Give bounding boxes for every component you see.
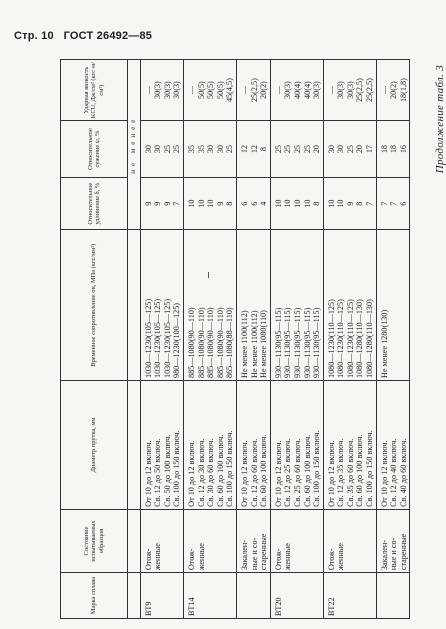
value-diam: Св. 30 до 60 включ. bbox=[206, 438, 216, 507]
cell-diam bbox=[376, 381, 410, 510]
cell-state bbox=[376, 509, 410, 572]
value-delta: 4 bbox=[259, 201, 269, 206]
cell-grade bbox=[140, 573, 183, 619]
cell-diam bbox=[183, 381, 236, 510]
col-elongation: Относительное удлинение δ, % bbox=[61, 177, 128, 229]
value-delta: 10 bbox=[326, 199, 336, 208]
value-diam: От 10 до 12 включ. bbox=[239, 440, 249, 507]
cell-sigma bbox=[236, 230, 270, 381]
value-diam: Св. 25 до 60 включ. bbox=[292, 438, 302, 507]
cell-delta bbox=[323, 177, 376, 229]
value-diam: От 10 до 12 включ. bbox=[273, 440, 283, 507]
value-delta: 8 bbox=[225, 201, 235, 206]
value-diam: Св. 12 до 50 включ. bbox=[153, 438, 163, 507]
value-diam: Св. 12 до 60 включ. bbox=[249, 438, 259, 507]
value-psi: 35 bbox=[186, 144, 196, 154]
value-diam: Св. 100 до 150 включ. bbox=[225, 430, 235, 507]
value-kcu: 25(2,5) bbox=[355, 78, 365, 103]
value-kcu: 18(1,8) bbox=[398, 78, 408, 103]
value-delta: 7 bbox=[365, 201, 375, 206]
value-sigma: Не менее 1100(112) bbox=[239, 310, 249, 379]
value-diam: От 10 до 12 включ. bbox=[186, 440, 196, 507]
value-kcu: 40(4) bbox=[302, 81, 312, 99]
value-psi: 35 bbox=[196, 144, 206, 154]
value-delta: 10 bbox=[196, 199, 206, 208]
value-diam: Св. 60 до 100 включ. bbox=[215, 434, 225, 507]
cell-kcu bbox=[376, 60, 410, 121]
value-kcu: 30(3) bbox=[162, 81, 172, 99]
value-diam: Св. 100 до 150 включ. bbox=[312, 430, 322, 507]
value-sigma: 1080—1230(110—125) bbox=[336, 299, 346, 379]
value-psi: 30 bbox=[206, 144, 216, 154]
cell-grade bbox=[376, 573, 410, 619]
value-delta: 10 bbox=[283, 199, 293, 208]
value-sigma: 930—1130(95—115) bbox=[283, 307, 293, 379]
value-delta: 6 bbox=[239, 201, 249, 206]
value-psi: 25 bbox=[292, 144, 302, 154]
value-kcu: 25(2,5) bbox=[365, 78, 375, 103]
value-sigma bbox=[399, 232, 409, 378]
value-sigma: 1080—1230(110—125) bbox=[345, 299, 355, 379]
value-sigma: 1030—1230(105—125) bbox=[143, 298, 153, 379]
cell-delta bbox=[376, 177, 410, 229]
value-kcu: — bbox=[143, 86, 153, 95]
cell-state bbox=[270, 509, 323, 572]
value-psi: 25 bbox=[172, 144, 182, 154]
value-psi: 8 bbox=[259, 147, 269, 152]
value-diam: От 10 до 12 включ. bbox=[326, 440, 336, 507]
value-delta: 7 bbox=[389, 201, 399, 206]
cell-sigma bbox=[183, 230, 236, 381]
value-delta: 9 bbox=[153, 201, 163, 206]
value-sigma bbox=[389, 232, 399, 378]
cell-psi bbox=[183, 121, 236, 178]
value-sigma: 1080—1280(110—130) bbox=[365, 299, 375, 379]
col-impact: Ударная вязкость KCU, Дж/см² (кгс·м/см²) bbox=[61, 60, 128, 121]
col-grade: Марка сплава bbox=[61, 573, 128, 619]
value-sigma: Не менее 1080(110) bbox=[259, 310, 269, 379]
value-psi: 25 bbox=[345, 144, 355, 154]
value-kcu: 25(2,5) bbox=[249, 78, 259, 103]
cell-psi bbox=[323, 121, 376, 178]
cell-psi bbox=[140, 121, 183, 178]
col-strength: Временное сопротивление σв, МПа (кгс/мм²) bbox=[61, 230, 128, 381]
cell-grade bbox=[183, 573, 236, 619]
value-kcu: 30(3) bbox=[172, 81, 182, 99]
col-state: Состояние испытываемых образцов bbox=[61, 509, 128, 572]
value-sigma: 930—1130(95—115) bbox=[273, 307, 283, 379]
value-psi: 12 bbox=[249, 144, 259, 154]
cell-kcu bbox=[323, 60, 376, 121]
value-psi: 30 bbox=[336, 144, 346, 154]
value-kcu: 20(2) bbox=[259, 81, 269, 99]
value-kcu: — bbox=[239, 86, 249, 95]
cell-psi bbox=[270, 121, 323, 178]
value-sigma: 1030—1230(105—125) bbox=[153, 298, 163, 379]
value-delta: 10 bbox=[206, 199, 216, 208]
cell-diam bbox=[236, 381, 270, 510]
value-kcu: 30(3) bbox=[336, 81, 346, 99]
table-row bbox=[183, 60, 236, 619]
value-delta: 6 bbox=[249, 201, 259, 206]
cell-diam bbox=[270, 381, 323, 510]
value-kcu: 20(2) bbox=[389, 81, 399, 99]
cell-psi bbox=[236, 121, 270, 178]
value-sigma: 885—1080(90—110) bbox=[206, 307, 216, 379]
table-row bbox=[376, 60, 410, 619]
cell-state bbox=[140, 509, 183, 572]
value-psi: 30 bbox=[215, 144, 225, 154]
cell-diam bbox=[323, 381, 376, 510]
value-sigma: 930—1130(95—115) bbox=[312, 307, 322, 379]
value-sigma: Не менее 1280(130) bbox=[379, 309, 389, 379]
value-delta: 10 bbox=[302, 199, 312, 208]
table-row bbox=[236, 60, 270, 619]
value-psi: 12 bbox=[239, 144, 249, 154]
cell-sigma bbox=[376, 230, 410, 381]
value-psi: 16 bbox=[398, 144, 408, 154]
cell-state bbox=[183, 509, 236, 572]
cell-delta bbox=[236, 177, 270, 229]
value-diam: От 10 до 12 включ. bbox=[143, 440, 153, 507]
sample-state: Отож- женные bbox=[143, 543, 163, 571]
value-delta: 9 bbox=[215, 201, 225, 206]
page-number: Стр. 10 bbox=[14, 30, 54, 42]
alloy-grade: ВТ14 bbox=[186, 597, 196, 616]
value-diam: Св. 50 до 100 включ. bbox=[162, 434, 172, 507]
value-kcu: 30(3) bbox=[153, 81, 163, 99]
value-kcu: 30(3) bbox=[345, 81, 355, 99]
value-psi: 25 bbox=[273, 144, 283, 154]
value-sigma: 1080—1230(110—125) bbox=[326, 299, 336, 379]
cell-delta bbox=[140, 177, 183, 229]
value-delta: 9 bbox=[143, 201, 153, 206]
value-kcu: 50(5) bbox=[215, 81, 225, 99]
value-delta: 10 bbox=[292, 199, 302, 208]
value-kcu: — bbox=[379, 86, 389, 95]
value-psi: 20 bbox=[312, 144, 322, 154]
value-psi: 25 bbox=[302, 144, 312, 154]
value-psi: 30 bbox=[326, 144, 336, 154]
value-delta: 10 bbox=[336, 199, 346, 208]
value-psi: 25 bbox=[283, 144, 293, 154]
alloy-grade: ВТ20 bbox=[273, 597, 283, 616]
table-continuation-caption: Продолжение табл. 3 bbox=[434, 65, 446, 174]
value-diam: От 10 до 12 включ. bbox=[379, 440, 389, 507]
value-diam: Св. 100 до 150 включ. bbox=[365, 430, 375, 507]
value-sigma: 930—1130(95—115) bbox=[292, 307, 302, 379]
value-sigma: 1080—1280(110—130) bbox=[355, 299, 365, 379]
alloy-grade: ВТ9 bbox=[143, 601, 153, 616]
cell-sigma bbox=[270, 230, 323, 381]
value-diam: Св. 100 до 150 включ. bbox=[172, 430, 182, 507]
standard-code: ГОСТ 26492—85 bbox=[63, 30, 153, 42]
value-diam: Св. 40 до 60 включ. bbox=[398, 438, 408, 507]
sample-state: Закален- ные и со- старенные bbox=[239, 533, 269, 571]
value-kcu: 40(4) bbox=[292, 81, 302, 99]
value-kcu: 50(5) bbox=[206, 81, 216, 99]
value-sigma: 885—1080(90—110) bbox=[196, 307, 206, 379]
cell-kcu bbox=[270, 60, 323, 121]
value-sigma: 930—1130(95—115) bbox=[302, 307, 312, 379]
cell-grade bbox=[270, 573, 323, 619]
table-row bbox=[270, 60, 323, 619]
value-delta: 6 bbox=[398, 201, 408, 206]
cell-grade bbox=[236, 573, 270, 619]
value-delta: 7 bbox=[379, 201, 389, 206]
cell-sigma bbox=[140, 230, 183, 381]
rotated-table-region bbox=[0, 59, 446, 619]
value-delta: 8 bbox=[312, 201, 322, 206]
alloy-properties-table bbox=[60, 59, 410, 619]
sample-state: Закален- ные и со- старенные bbox=[379, 533, 408, 571]
value-kcu: 45(4,5) bbox=[225, 78, 235, 103]
cell-delta bbox=[270, 177, 323, 229]
value-diam: Св. 12 до 35 включ. bbox=[336, 438, 346, 507]
value-diam: Св. 12 до 30 включ. bbox=[196, 438, 206, 507]
value-psi: 18 bbox=[389, 144, 399, 154]
value-delta: 8 bbox=[355, 201, 365, 206]
value-psi: 17 bbox=[365, 144, 375, 154]
cell-sigma bbox=[323, 230, 376, 381]
sample-state: Отож- женные bbox=[273, 543, 293, 571]
cell-diam bbox=[140, 381, 183, 510]
cell-delta bbox=[183, 177, 236, 229]
value-sigma: Не менее 1100(112) bbox=[249, 310, 259, 379]
value-kcu: 30(3) bbox=[312, 81, 322, 99]
cell-state bbox=[236, 509, 270, 572]
cell-kcu bbox=[183, 60, 236, 121]
value-psi: 25 bbox=[162, 144, 172, 154]
cell-kcu bbox=[140, 60, 183, 121]
value-kcu: 30(3) bbox=[283, 81, 293, 99]
alloy-grade: ВТ22 bbox=[326, 597, 336, 616]
page-header bbox=[14, 30, 152, 42]
cell-psi bbox=[376, 121, 410, 178]
value-kcu: 50(5) bbox=[196, 81, 206, 99]
value-kcu: — bbox=[186, 86, 196, 95]
value-psi: 30 bbox=[153, 144, 163, 154]
table-header-row bbox=[61, 60, 128, 619]
value-delta: 10 bbox=[273, 199, 283, 208]
col-diameter: Диаметр прутка, мм bbox=[61, 381, 128, 510]
cell-grade bbox=[323, 573, 376, 619]
value-delta: 9 bbox=[345, 201, 355, 206]
value-sigma: 885—1080(90—110) bbox=[215, 307, 225, 379]
value-psi: 20 bbox=[355, 144, 365, 154]
table-row bbox=[323, 60, 376, 619]
subheader-row bbox=[128, 60, 141, 619]
value-sigma: 865—1080(88—110) bbox=[225, 307, 235, 379]
value-sigma: 885—1080(90—110) bbox=[186, 307, 196, 379]
table-row bbox=[140, 60, 183, 619]
cell-state bbox=[323, 509, 376, 572]
value-sigma: 1030—1230(105—125) bbox=[162, 298, 172, 379]
value-diam: Св. 12 до 40 включ. bbox=[389, 438, 399, 507]
value-psi: 25 bbox=[225, 144, 235, 154]
sample-state: Отож- женные bbox=[326, 543, 346, 571]
value-kcu: — bbox=[326, 86, 336, 95]
value-psi: 30 bbox=[143, 144, 153, 154]
value-diam: Св. 12 до 25 включ. bbox=[283, 438, 293, 507]
value-diam: Св. 60 до 100 включ. bbox=[259, 434, 269, 507]
value-diam: Св. 60 до 100 включ. bbox=[355, 434, 365, 507]
not-less-than-label: не менее bbox=[128, 60, 141, 230]
value-diam: Св. 60 до 100 включ. bbox=[302, 434, 312, 507]
cell-kcu bbox=[236, 60, 270, 121]
col-reduction: Относительное сужение ψ, % bbox=[61, 121, 128, 178]
value-delta: 7 bbox=[172, 201, 182, 206]
value-diam: Св. 35 до 60 включ. bbox=[345, 438, 355, 507]
value-delta: 10 bbox=[186, 199, 196, 208]
sample-state: Отож- женные bbox=[186, 543, 206, 571]
value-psi: 18 bbox=[379, 144, 389, 154]
value-kcu: — bbox=[273, 86, 283, 95]
value-sigma: 980—1230(100—125) bbox=[172, 302, 182, 379]
value-delta: 9 bbox=[162, 201, 172, 206]
